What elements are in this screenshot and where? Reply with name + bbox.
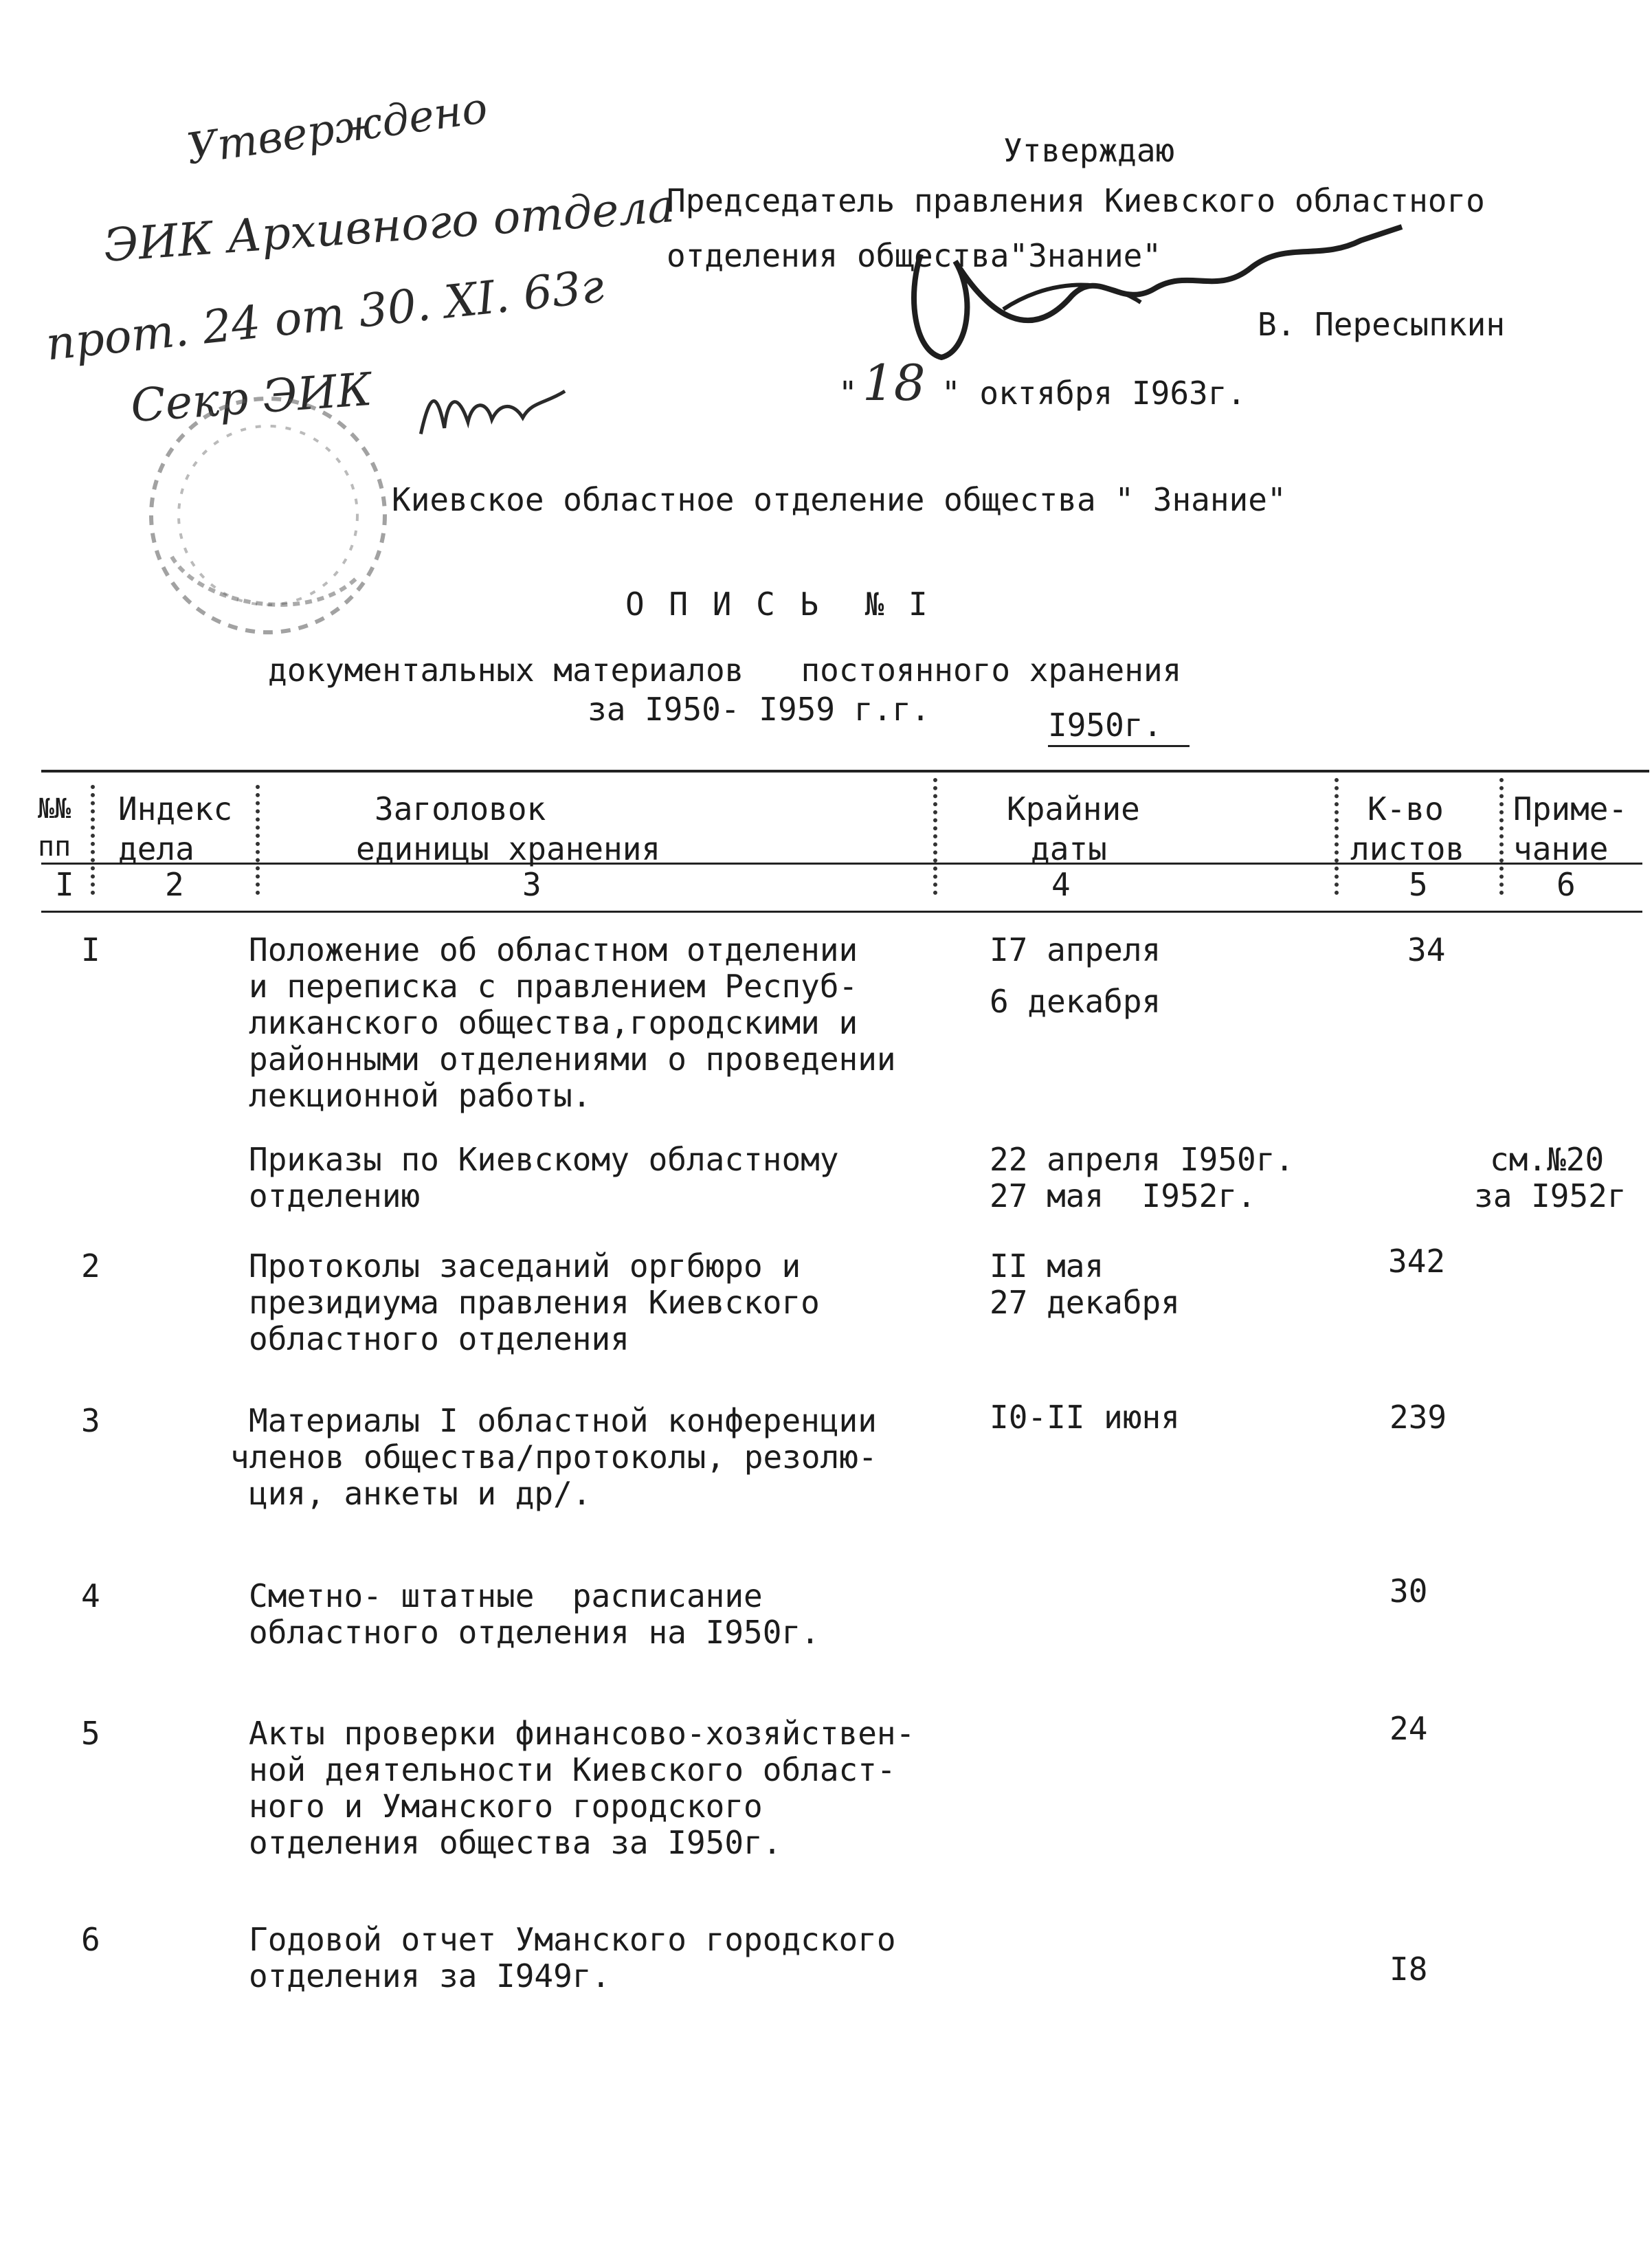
row-date: 6 декабря: [990, 983, 1161, 1020]
header-num-a: №№: [38, 793, 71, 825]
header-index-a: Индекс: [118, 790, 233, 827]
col-sep-1: [91, 785, 95, 895]
row-date: 22 апреля I950г.: [990, 1141, 1295, 1178]
row-date: II мая: [990, 1247, 1104, 1285]
row-title-line: ной деятельности Киевского област-: [249, 1751, 896, 1788]
row-title-line: областного отделения: [249, 1320, 629, 1357]
header-num-b: пп: [38, 831, 71, 863]
doc-title: О П И С Ь № I: [625, 586, 930, 623]
header-dates-a: Крайние: [1007, 790, 1140, 827]
header-dates-b: даты: [1031, 830, 1107, 867]
colnum-1: I: [55, 866, 74, 903]
signature-right-icon: [893, 213, 1429, 371]
colnum-4: 4: [1051, 866, 1071, 903]
table-header-line-2: [41, 911, 1642, 913]
organization-name: Киевское областное отделение общества " Знание": [392, 481, 1286, 518]
row-number: 4: [81, 1577, 100, 1614]
row-date: 27 декабря: [990, 1284, 1180, 1321]
header-sheets-a: К-во: [1368, 790, 1444, 827]
header-note-b: чание: [1513, 830, 1609, 867]
row-note: см.№20: [1490, 1141, 1605, 1178]
row-sheets: 34: [1407, 931, 1446, 968]
row-title-line: Годовой отчет Уманского городского: [249, 1921, 896, 1958]
row-number: 6: [81, 1921, 100, 1958]
table-top-line: [41, 770, 1649, 773]
row-sheets: 239: [1389, 1399, 1447, 1436]
row-number: 3: [81, 1402, 100, 1439]
row-title-line: Акты проверки финансово-хозяйствен-: [249, 1715, 915, 1752]
row-title-line: Приказы по Киевскому областному: [249, 1141, 839, 1178]
handwritten-secretary: Секр ЭИК: [129, 362, 374, 433]
row-title-line: отделения за I949г.: [249, 1957, 611, 1995]
row-date: I0-II июня: [990, 1399, 1180, 1436]
row-title-line: ного и Уманского городского: [249, 1788, 763, 1825]
row-number: 5: [81, 1715, 100, 1752]
colnum-5: 5: [1409, 866, 1428, 903]
approve-date-open: ": [838, 375, 858, 412]
row-sheets: I8: [1389, 1951, 1428, 1988]
row-note: за I952г: [1474, 1177, 1627, 1214]
row-title-line: Сметно- штатные расписание: [249, 1577, 763, 1614]
row-sheets: 342: [1388, 1243, 1446, 1280]
handwritten-protocol: прот. 24 от 30. XI. 63г: [43, 259, 607, 371]
row-title-line: областного отделения на I950г.: [249, 1614, 820, 1651]
header-title-a: Заголовок: [375, 790, 546, 827]
year-heading: I950г.: [1048, 707, 1190, 747]
colnum-6: 6: [1556, 866, 1576, 903]
approve-line2: отделения общества"Знание": [667, 237, 1162, 274]
handwritten-approved: Утверждено: [183, 82, 491, 175]
col-sep-2: [256, 785, 260, 895]
col-sep-4: [1335, 778, 1339, 895]
row-title-line: членов общества/протоколы, резолю-: [230, 1438, 878, 1476]
col-sep-3: [933, 778, 937, 895]
colnum-3: 3: [522, 866, 542, 903]
colnum-2: 2: [165, 866, 184, 903]
doc-subtitle-1: документальных материалов постоянного хранения: [268, 652, 1182, 689]
approve-signature: [893, 213, 1429, 374]
approve-title: Утверждаю: [1003, 132, 1175, 169]
approve-date-day: 18: [862, 354, 926, 412]
approve-date: " октября I963г.: [941, 375, 1247, 412]
row-date: 27 мая I952г.: [990, 1177, 1256, 1214]
header-sheets-b: листов: [1350, 830, 1465, 867]
row-title-line: ция, анкеты и др/.: [249, 1475, 592, 1512]
handwritten-commission: ЭИК Архивного отдела: [102, 179, 677, 272]
row-title-line: Материалы I областной конференции: [249, 1402, 877, 1439]
row-title-line: ликанского общества,городскими и: [249, 1004, 858, 1041]
row-sheets: 30: [1389, 1573, 1428, 1610]
row-number: I: [81, 931, 100, 968]
row-title-line: отделения общества за I950г.: [249, 1824, 782, 1861]
signature-left-icon: [408, 363, 580, 455]
row-title-line: районными отделениями о проведении: [249, 1041, 896, 1078]
header-note-a: Приме-: [1513, 790, 1628, 827]
row-date: I7 апреля: [990, 931, 1161, 968]
col-sep-5: [1499, 778, 1504, 895]
stamp-icon: [131, 385, 405, 646]
row-sheets: 24: [1389, 1710, 1428, 1747]
row-title-line: президиума правления Киевского: [249, 1284, 820, 1321]
row-title-line: лекционной работы.: [249, 1077, 592, 1114]
row-number: 2: [81, 1247, 100, 1285]
row-title-line: и переписка с правлением Респуб-: [249, 968, 858, 1005]
row-title-line: Положение об областном отделении: [249, 931, 858, 968]
handwritten-signature-left: [408, 363, 581, 466]
row-title-line: Протоколы заседаний оргбюро и: [249, 1247, 801, 1285]
doc-subtitle-2: за I950- I959 г.г.: [588, 691, 930, 728]
row-title-line: отделению: [249, 1177, 421, 1214]
approve-signer: В. Пересыпкин: [1258, 306, 1506, 343]
header-index-b: дела: [118, 830, 194, 867]
header-title-b: единицы хранения: [356, 830, 661, 867]
approve-line1: Председатель правления Киевского областного: [667, 182, 1485, 219]
